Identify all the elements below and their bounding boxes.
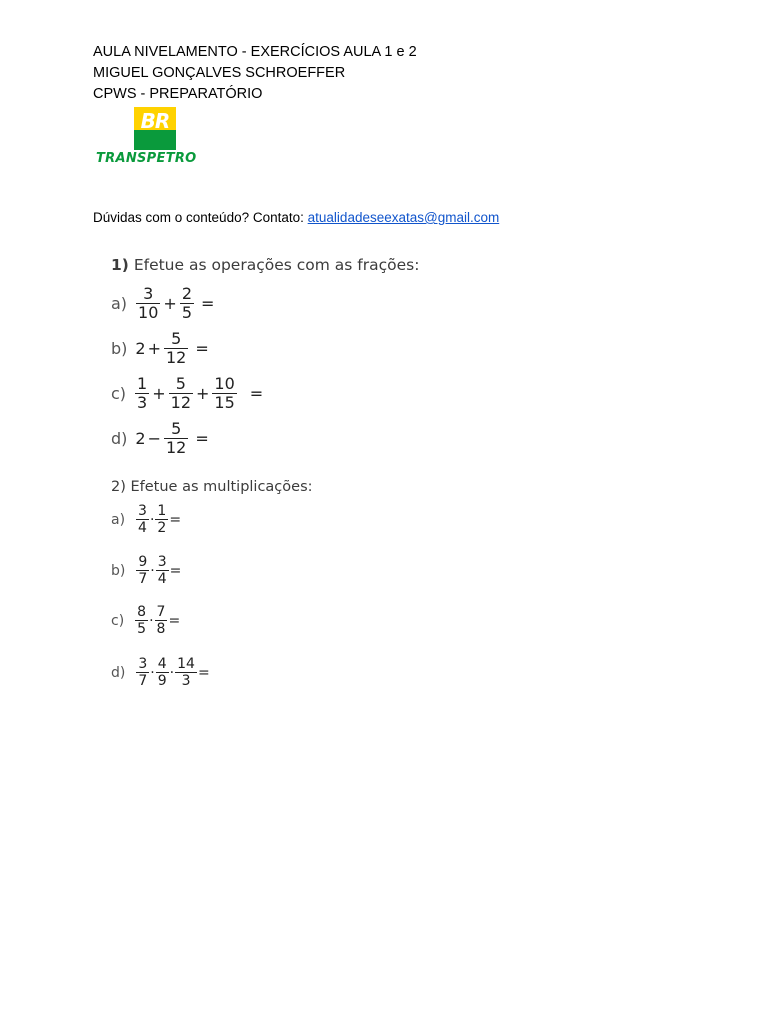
exercise-1-number: 1) [111, 256, 129, 274]
operator: − [147, 429, 161, 449]
contact-email-link[interactable]: atualidadeseexatas@gmail.com [307, 210, 500, 225]
denominator: 5 [181, 303, 192, 323]
numerator: 1 [157, 503, 167, 519]
item-label: b) [111, 339, 128, 359]
numerator: 14 [177, 656, 195, 672]
fraction [136, 554, 149, 587]
fraction [156, 554, 169, 587]
exercise-2-title: 2) Efetue as multiplicações: [111, 479, 313, 495]
equals: = [168, 612, 181, 629]
br-logo-text: BR [140, 109, 170, 133]
denominator: 5 [137, 621, 147, 638]
numerator: 5 [175, 374, 186, 393]
item-label: b) [111, 562, 126, 579]
fraction [135, 375, 149, 413]
header-line-course: CPWS - PREPARATÓRIO [93, 86, 263, 102]
fraction [164, 420, 188, 458]
numerator: 8 [137, 604, 147, 620]
fraction [212, 375, 236, 413]
fraction [156, 656, 169, 689]
denominator: 15 [214, 393, 235, 413]
operator: + [147, 339, 161, 359]
equals: = [169, 511, 182, 528]
transpetro-logo [96, 103, 220, 169]
fraction [164, 330, 188, 368]
fraction [136, 656, 149, 689]
denominator: 10 [138, 303, 159, 323]
denominator: 9 [157, 673, 167, 690]
denominator: 7 [138, 673, 148, 690]
operator: + [163, 294, 177, 314]
numerator: 3 [138, 503, 147, 519]
denominator: 8 [156, 621, 166, 638]
exercise-1b [111, 330, 209, 368]
numerator: 4 [157, 656, 167, 672]
contact-text: Dúvidas com o conteúdo? Contato: [93, 210, 304, 225]
denominator: 7 [138, 571, 148, 588]
multiply-dot: · [149, 511, 155, 528]
fraction [155, 604, 168, 637]
fraction [136, 285, 160, 323]
numerator: 3 [157, 554, 167, 570]
denominator: 4 [157, 571, 167, 588]
fraction [169, 375, 193, 413]
exercise-1c [111, 375, 263, 413]
denominator: 3 [137, 393, 148, 413]
numerator: 2 [181, 284, 192, 303]
item-label: d) [111, 429, 128, 449]
whole-number: 2 [135, 429, 146, 449]
equals: = [201, 294, 215, 314]
multiply-dot: · [150, 664, 155, 681]
fraction [135, 604, 148, 637]
contact-line [93, 210, 499, 225]
denominator: 3 [181, 673, 191, 690]
numerator: 5 [171, 329, 182, 348]
exercise-1a [111, 285, 214, 323]
multiply-dot: · [150, 562, 155, 579]
denominator: 12 [166, 438, 187, 458]
denominator: 4 [138, 520, 147, 537]
item-label: a) [111, 294, 128, 314]
fraction [175, 656, 197, 689]
denominator: 2 [157, 520, 167, 537]
numerator: 3 [143, 284, 154, 303]
item-label: d) [111, 664, 126, 681]
br-logo-mark [134, 107, 176, 150]
denominator: 12 [170, 393, 191, 413]
numerator: 5 [171, 419, 182, 438]
item-label: a) [111, 511, 126, 528]
numerator: 7 [156, 604, 166, 620]
numerator: 3 [138, 656, 148, 672]
equals: = [195, 339, 209, 359]
item-label: c) [111, 612, 125, 629]
equals: = [197, 664, 210, 681]
exercise-2a [111, 503, 181, 536]
exercise-2d [111, 656, 210, 689]
exercise-1-text: Efetue as operações com as frações: [133, 256, 420, 274]
document-header [93, 42, 417, 105]
operator: + [152, 384, 166, 404]
numerator: 9 [138, 554, 148, 570]
numerator: 10 [214, 374, 235, 393]
multiply-dot: · [149, 612, 154, 629]
header-line-title: AULA NIVELAMENTO - EXERCÍCIOS AULA 1 e 2 [93, 44, 417, 60]
denominator: 12 [166, 348, 187, 368]
transpetro-wordmark: TRANSPETRO [96, 151, 197, 166]
operator: + [196, 384, 210, 404]
multiply-dot: · [169, 664, 175, 681]
header-line-author: MIGUEL GONÇALVES SCHROEFFER [93, 65, 346, 81]
numerator: 1 [137, 374, 148, 393]
item-label: c) [111, 384, 127, 404]
fraction [155, 503, 168, 536]
equals: = [169, 562, 182, 579]
exercise-1d [111, 420, 209, 458]
exercise-2c [111, 604, 180, 637]
exercise-2b [111, 554, 181, 587]
equals: = [249, 384, 264, 404]
fraction [136, 503, 149, 536]
fraction [180, 285, 194, 323]
whole-number: 2 [135, 339, 146, 359]
equals: = [195, 429, 209, 449]
exercise-1-title [111, 256, 419, 274]
